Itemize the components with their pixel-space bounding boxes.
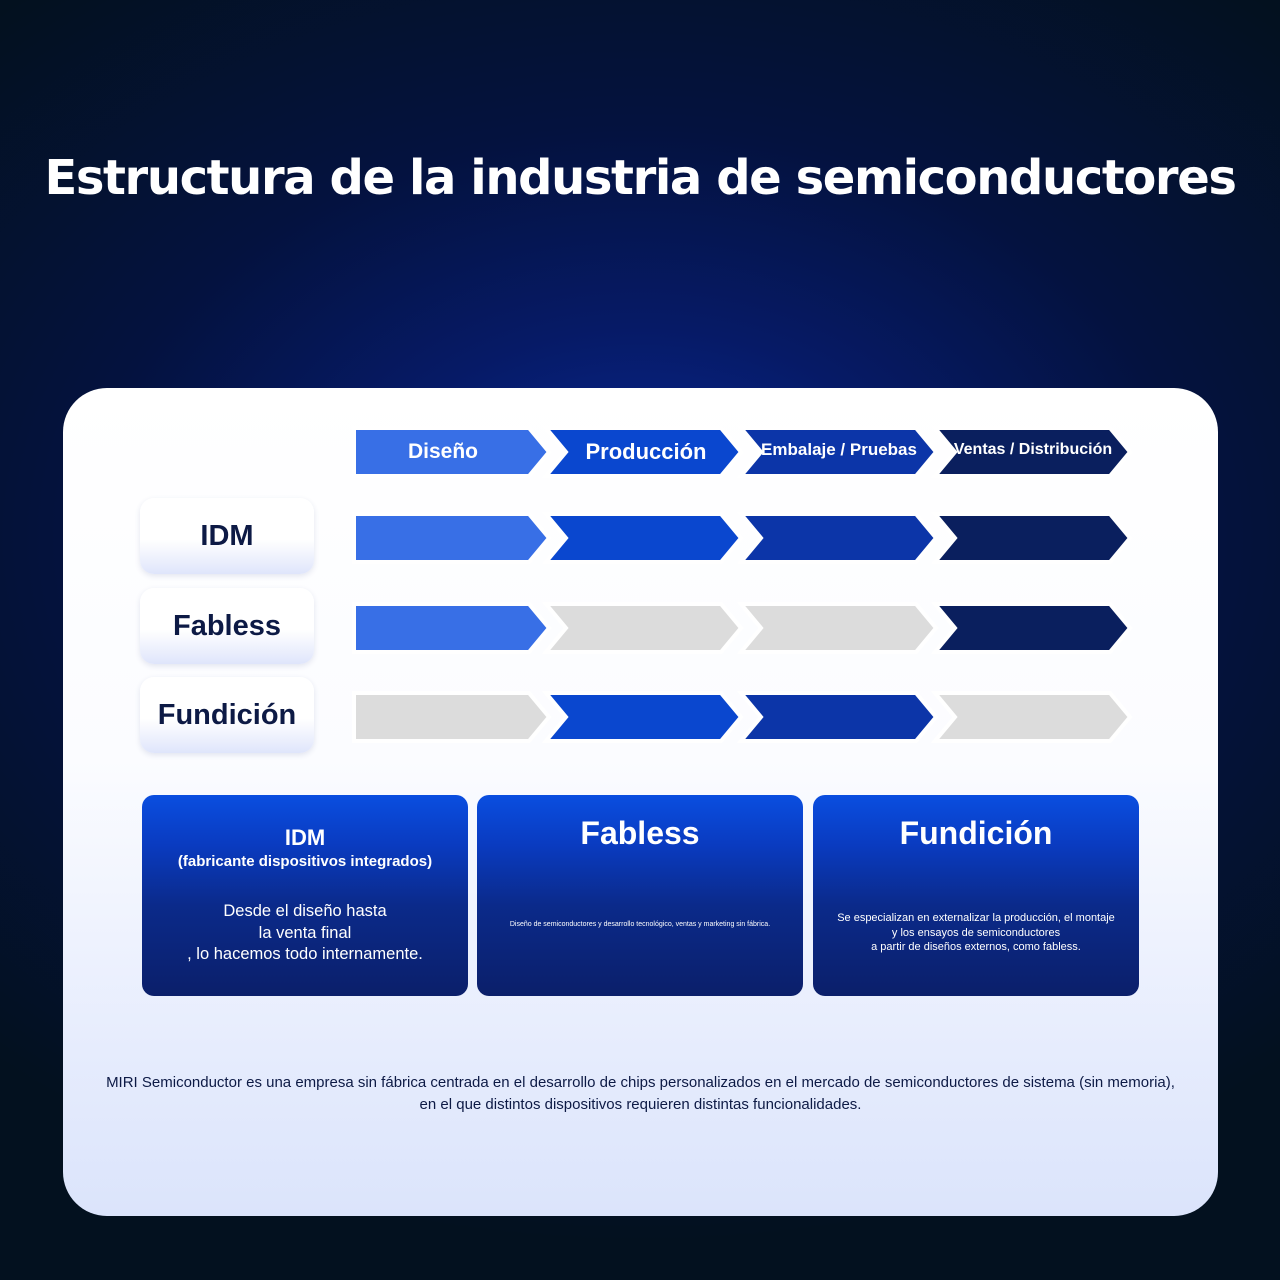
idm-box-title: IDM xyxy=(284,825,326,850)
footer-note: MIRI Semiconductor es una empresa sin fábrica centrada en el desarrollo de chips personalizados en el mercado de semiconductores de sistema (sin memoria), en el que distintos dispositivos requieren distintas funcionalidades. xyxy=(106,1074,1175,1113)
row-0-chevron-2-active xyxy=(741,514,936,562)
idm-box-text: Desde el diseño hasta la venta final , lo hacemos todo internamente. xyxy=(187,902,423,963)
row-0-chevron-3-active xyxy=(935,514,1130,562)
diagram-card xyxy=(63,388,1218,1216)
fabless-info-box xyxy=(477,795,803,996)
stage-label-packaging: Embalaje / Pruebas xyxy=(761,440,917,459)
row-1-chevron-3-active xyxy=(935,604,1130,652)
idm-box-subtitle: (fabricante dispositivos integrados) xyxy=(177,853,433,870)
row-label-fabless: Fabless xyxy=(140,588,314,664)
row-label-foundry: Fundición xyxy=(140,677,314,753)
stage-label-production: Producción xyxy=(585,439,707,464)
row-0-chevron-0-active xyxy=(354,514,549,562)
row-2-chevron-0-inactive xyxy=(354,693,549,741)
page-title: Estructura de la industria de semiconductores xyxy=(44,150,1236,206)
row-label-idm: IDM xyxy=(140,498,314,574)
row-1-chevron-0-active xyxy=(354,604,549,652)
foundry-box-title: Fundición xyxy=(899,815,1053,851)
row-2-chevron-2-active xyxy=(741,693,936,741)
foundry-box-text: Se especializan en externalizar la producción, el montaje y los ensayos de semiconductores a partir de diseños externos, como fabless. xyxy=(837,912,1115,953)
row-1-chevron-1-inactive xyxy=(546,604,741,652)
idm-info-box xyxy=(142,795,468,996)
row-1-chevron-2-inactive xyxy=(741,604,936,652)
stage-label-sales: Ventas / Distribución xyxy=(953,441,1113,458)
row-2-chevron-3-inactive xyxy=(935,693,1130,741)
stage-label-design: Diseño xyxy=(407,440,478,463)
foundry-info-box xyxy=(813,795,1139,996)
row-2-chevron-1-active xyxy=(546,693,741,741)
fabless-box-text: Diseño de semiconductores y desarrollo tecnológico, ventas y marketing sin fábrica. xyxy=(509,921,771,928)
fabless-box-title: Fabless xyxy=(580,815,700,851)
row-0-chevron-1-active xyxy=(546,514,741,562)
